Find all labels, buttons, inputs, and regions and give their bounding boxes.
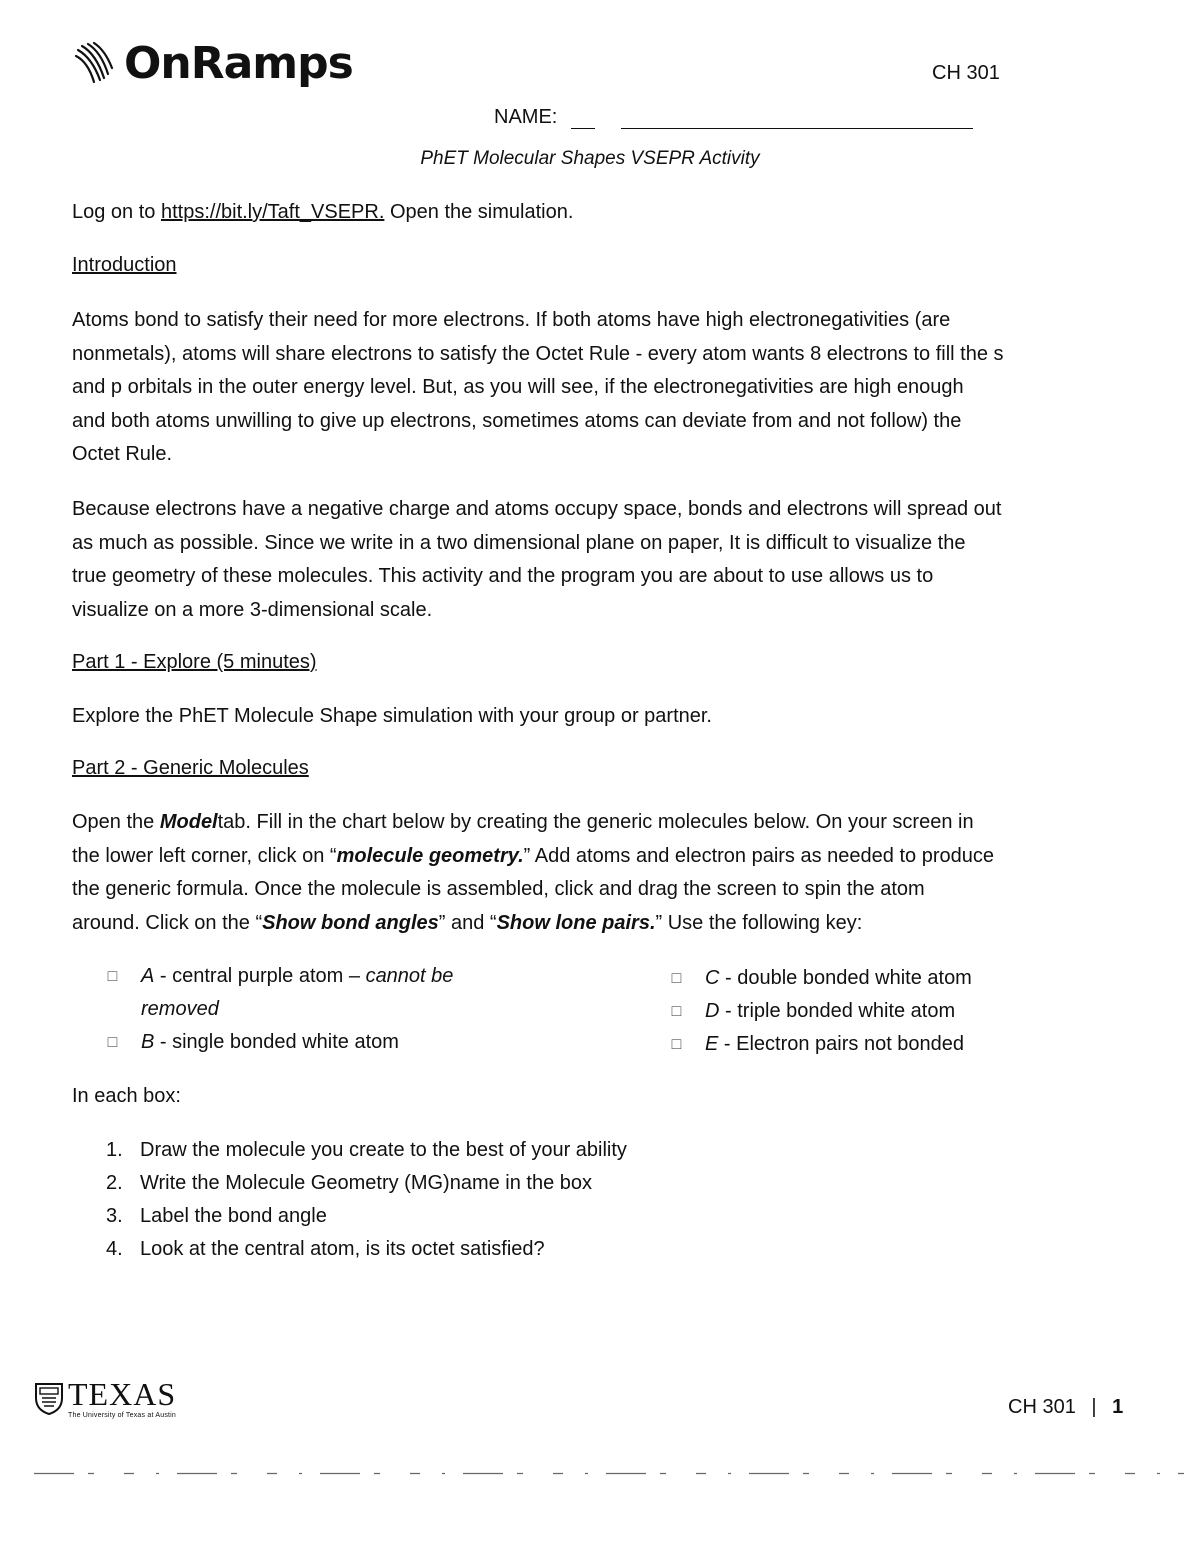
molecule-geometry-ref: molecule geometry.: [336, 844, 524, 867]
list-number: 2.: [106, 1172, 123, 1194]
checkbox-icon: □: [671, 1036, 682, 1053]
key-item-b: [106, 1026, 399, 1059]
part2-heading: Part 2 - Generic Molecules: [72, 757, 309, 779]
key-letter: B: [141, 1031, 155, 1053]
list-item: [106, 1167, 627, 1200]
checkbox-icon: □: [107, 968, 118, 985]
text-line: Atoms bond to satisfy their need for more electrons. If both atoms have high electronegativities (are: [72, 309, 951, 331]
text-run: tab. Fill in the chart below by creating the generic molecules below. On your screen in: [217, 811, 974, 833]
name-field: [494, 106, 973, 129]
list-text: Look at the central atom, is its octet satisfied?: [140, 1238, 545, 1260]
ut-shield-icon: [34, 1382, 64, 1416]
name-blank-long: [621, 110, 973, 129]
login-suffix: Open the simulation.: [384, 201, 574, 223]
text-line: and p orbitals in the outer energy level. But, as you will see, if the electronegativities are high enough: [72, 376, 964, 398]
text-line: as much as possible. Since we write in a two dimensional plane on paper, It is difficult to visualize the: [72, 531, 966, 554]
key-note: cannot be: [365, 965, 454, 987]
simulation-link[interactable]: https://bit.ly/Taft_VSEPR.: [160, 201, 385, 223]
text-line: visualize on a more 3-dimensional scale.: [72, 598, 433, 621]
key-item-a: [106, 960, 453, 1026]
texas-subline: The University of Texas at Austin: [68, 1412, 177, 1419]
text-line: nonmetals), atoms will share electrons to satisfy the Octet Rule - every atom wants 8 electrons to fill the s: [72, 342, 1004, 365]
text-line: [72, 907, 994, 941]
text-run: ” Use the following key:: [655, 911, 863, 934]
part2-instructions: [72, 806, 994, 940]
key-item-c: [670, 962, 972, 995]
onramps-swoosh-icon: [72, 40, 120, 88]
box-lead: In each box:: [72, 1085, 181, 1107]
model-tab-ref: Model: [159, 811, 218, 833]
key-desc: - Electron pairs not bonded: [718, 1033, 965, 1055]
introduction-paragraph-2: [72, 493, 1001, 627]
page-footer: [1008, 1396, 1123, 1419]
key-note: removed: [141, 998, 219, 1020]
key-desc: - central purple atom –: [154, 965, 366, 987]
key-letter: A: [141, 965, 155, 987]
key-letter: C: [705, 967, 720, 989]
texas-logo: [34, 1378, 176, 1419]
logo-text: OnRamps: [124, 38, 353, 89]
part1-heading: Part 1 - Explore (5 minutes): [72, 651, 317, 673]
checkbox-icon: □: [671, 1003, 682, 1020]
list-text: Label the bond angle: [140, 1205, 327, 1227]
key-item-a-text: [141, 960, 453, 1026]
show-lone-pairs-ref: Show lone pairs.: [496, 911, 656, 934]
course-code: CH 301: [932, 62, 1000, 84]
page-title: PhET Molecular Shapes VSEPR Activity: [420, 148, 760, 169]
introduction-heading: Introduction: [72, 254, 177, 276]
footer-course: CH 301: [1008, 1396, 1076, 1418]
text-line: [72, 840, 994, 874]
numbered-list: [106, 1134, 627, 1266]
show-bond-angles-ref: Show bond angles: [262, 911, 439, 934]
list-text: Write the Molecule Geometry (MG)name in the box: [140, 1172, 593, 1194]
checkbox-icon: □: [107, 1034, 118, 1051]
list-text: Draw the molecule you create to the best of your ability: [140, 1139, 627, 1161]
text-line: and both atoms unwilling to give up electrons, sometimes atoms can deviate from and not follow) the: [72, 409, 962, 432]
list-number: 1.: [106, 1139, 123, 1161]
text-line: Because electrons have a negative charge and atoms occupy space, bonds and electrons will spread out: [72, 498, 1002, 520]
checkbox-icon: □: [671, 970, 682, 987]
text-run: around. Click on the “: [72, 911, 263, 934]
onramps-logo: [72, 40, 353, 88]
list-number: 4.: [106, 1238, 123, 1260]
text-run: the lower left corner, click on “: [72, 844, 337, 867]
key-desc: - double bonded white atom: [719, 967, 972, 989]
list-item: [106, 1233, 627, 1266]
login-line: [72, 196, 573, 230]
list-item: [106, 1134, 627, 1167]
scan-artifact-line: [34, 1472, 1184, 1475]
text-line: Octet Rule.: [72, 443, 173, 465]
name-blank-short: [571, 110, 595, 129]
text-line: [72, 806, 994, 840]
page-number: 1: [1112, 1396, 1124, 1418]
text-run: Open the: [72, 811, 160, 833]
text-line: the generic formula. Once the molecule is assembled, click and drag the screen to spin the atom: [72, 878, 925, 900]
footer-separator: |: [1091, 1396, 1097, 1418]
text-run: ” and “: [438, 911, 497, 934]
list-number: 3.: [106, 1205, 123, 1227]
text-line: true geometry of these molecules. This activity and the program you are about to use allows us to: [72, 565, 934, 587]
key-letter: D: [705, 1000, 720, 1022]
texas-wordmark: TEXAS: [68, 1376, 177, 1412]
part1-text: Explore the PhET Molecule Shape simulation with your group or partner.: [72, 705, 712, 727]
key-item-e: [670, 1028, 964, 1061]
key-item-d: [670, 995, 955, 1028]
key-letter: E: [705, 1033, 719, 1055]
name-label: NAME:: [494, 106, 558, 128]
list-item: [106, 1200, 627, 1233]
login-prefix: Log on to: [72, 201, 161, 223]
introduction-paragraph-1: [72, 304, 1004, 472]
text-run: ” Add atoms and electron pairs as needed to produce: [523, 844, 994, 867]
key-desc: - triple bonded white atom: [719, 1000, 956, 1022]
key-desc: - single bonded white atom: [154, 1031, 399, 1053]
